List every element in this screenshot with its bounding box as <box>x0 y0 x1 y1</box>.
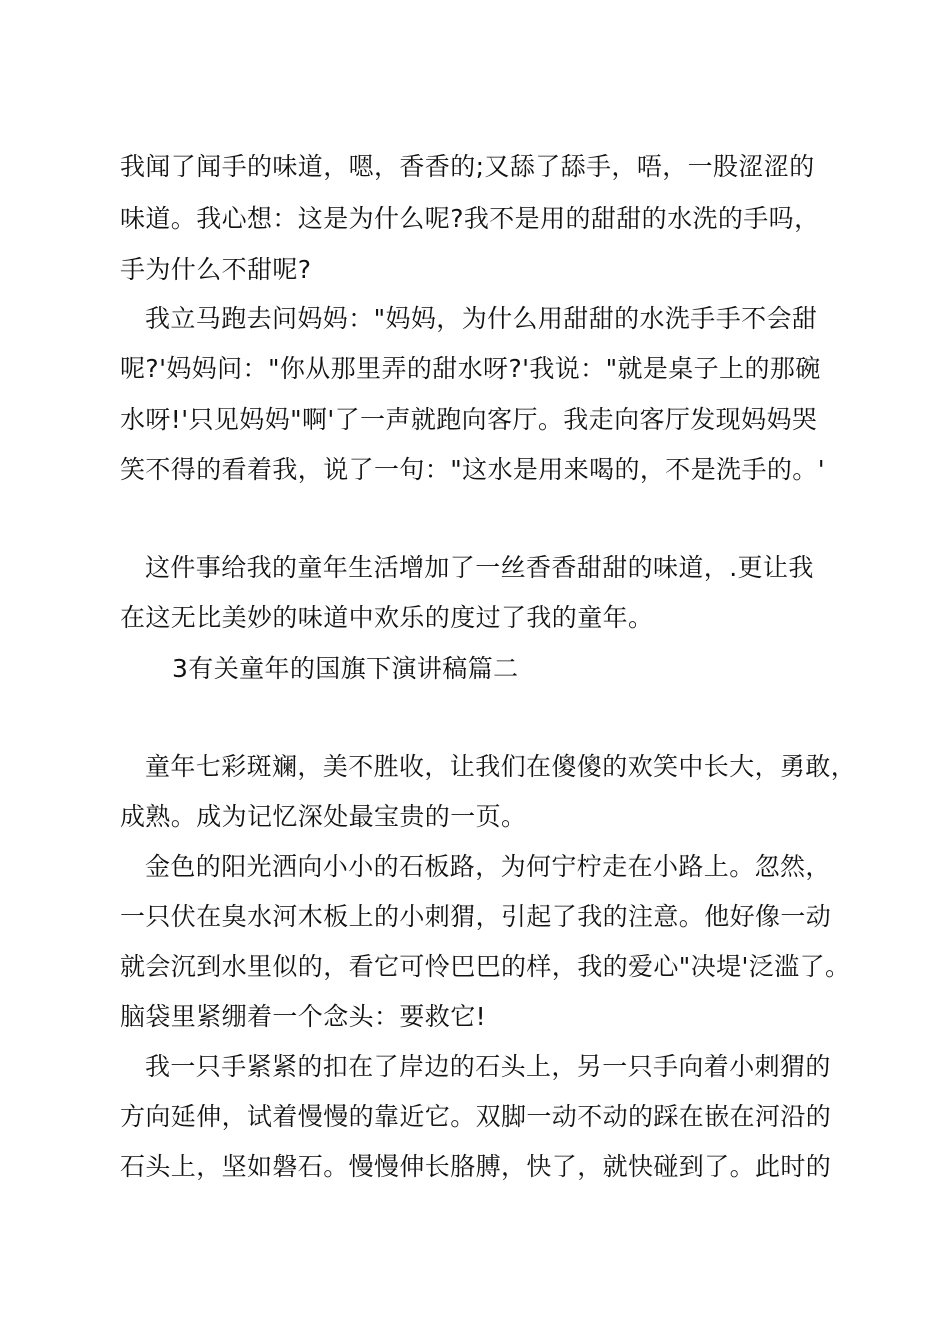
text-line: 水呀!'只见妈妈"啊'了一声就跑向客厅。我走向客厅发现妈妈哭 <box>120 405 818 434</box>
text-line: 脑袋里紧绷着一个念头：要救它! <box>120 1002 487 1031</box>
text-line: 石头上，坚如磐石。慢慢伸长胳膊，快了，就快碰到了。此时的 <box>120 1152 832 1181</box>
text-line: 我一只手紧紧的扣在了岸边的石头上，另一只手向着小刺猬的 <box>145 1052 831 1081</box>
text-line: 手为什么不甜呢? <box>120 255 312 284</box>
text-line: 方向延伸，试着慢慢的靠近它。双脚一动不动的踩在嵌在河沿的 <box>120 1102 832 1131</box>
text-line: 童年七彩斑斓，美不胜收，让我们在傻傻的欢笑中长大，勇敢， <box>145 752 857 781</box>
section-heading: 3有关童年的国旗下演讲稿篇二 <box>172 654 519 683</box>
text-line: 金色的阳光洒向小小的石板路，为何宁柠走在小路上。忽然， <box>145 852 831 881</box>
text-line: 味道。我心想：这是为什么呢?我不是用的甜甜的水洗的手吗， <box>120 204 820 233</box>
text-line: 一只伏在臭水河木板上的小刺猬，引起了我的注意。他好像一动 <box>120 902 832 931</box>
text-line: 我立马跑去问妈妈："妈妈，为什么用甜甜的水洗手手不会甜 <box>145 304 818 333</box>
text-line: 笑不得的看着我，说了一句："这水是用来喝的，不是洗手的。' <box>120 455 825 484</box>
text-line: 这件事给我的童年生活增加了一丝香香甜甜的味道，.更让我 <box>145 553 814 582</box>
text-line: 呢?'妈妈问："你从那里弄的甜水呀?'我说："就是桌子上的那碗 <box>120 354 821 383</box>
text-line: 在这无比美妙的味道中欢乐的度过了我的童年。 <box>120 603 654 632</box>
text-line: 就会沉到水里似的，看它可怜巴巴的样，我的爱心"决堤'泛滥了。 <box>120 952 851 981</box>
text-line: 我闻了闻手的味道，嗯，香香的;又舔了舔手，唔，一股涩涩的 <box>120 152 815 181</box>
text-line: 成熟。成为记忆深处最宝贵的一页。 <box>120 802 527 831</box>
